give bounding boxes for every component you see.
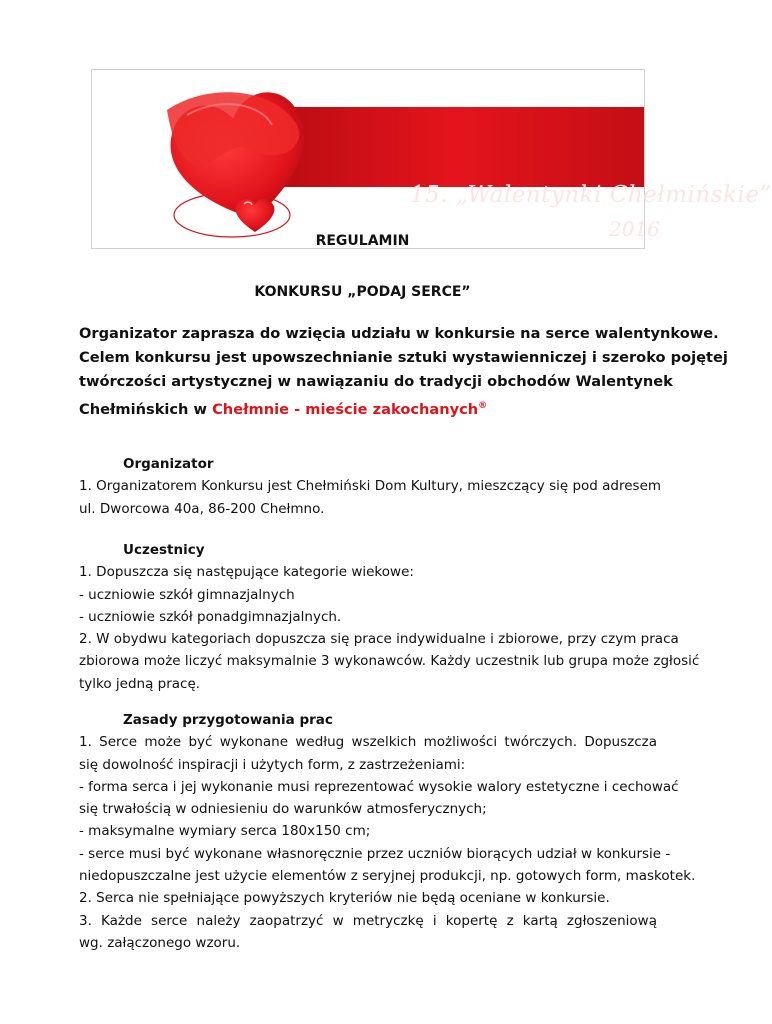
hearts-logo: [92, 70, 644, 248]
intro-paragraph: [79, 322, 728, 422]
section-header: Uczestnicy: [123, 542, 205, 558]
intro-line: Celem konkursu jest upowszechnianie sztuki wystawienniczej i szeroko pojętej: [79, 349, 728, 366]
intro-line: twórczości artystycznej w nawiązaniu do tradycji obchodów Walentynek: [79, 373, 673, 390]
section-line: 1. Dopuszcza się następujące kategorie wiekowe:: [79, 564, 414, 581]
section-line: - uczniowie szkół ponadgimnazjalnych.: [79, 608, 342, 625]
registered-mark: ®: [478, 401, 488, 411]
section-line: się dowolność inspiracji i użytych form, z zastrzeżeniami:: [79, 756, 466, 773]
intro-line: [79, 394, 657, 422]
section-line: 2. Serca nie spełniające powyższych kryteriów nie będą oceniane w konkursie.: [79, 890, 610, 907]
section-zasady: [79, 709, 696, 954]
intro-line: Organizator zaprasza do wzięcia udziału w konkursie na serce walentynkowe.: [79, 325, 719, 342]
ribbon: [267, 107, 644, 187]
section-line: się trwałością w odniesieniu do warunków atmosferycznych;: [79, 801, 487, 818]
banner-title: 15. „Walentynki Chełmińskie”: [410, 182, 772, 208]
section-line: 2. W obydwu kategoriach dopuszcza się prace indywidualne i zbiorowe, przy czym praca: [79, 631, 679, 648]
banner-year: 2016: [609, 217, 660, 241]
section-line: niedopuszczalne jest użycie elementów z seryjnej produkcji, np. gotowych form, maskotek.: [79, 868, 696, 885]
section-header: Zasady przygotowania prac: [123, 712, 333, 728]
slogan: mieście zakochanych: [305, 400, 479, 418]
city-name: Chełmnie: [212, 400, 290, 418]
section-line: ul. Dworcowa 40a, 86-200 Chełmno.: [79, 500, 325, 517]
section-organizator: [79, 453, 662, 520]
heading-regulamin: REGULAMIN: [315, 233, 410, 249]
section-line: tylko jedną pracę.: [79, 675, 201, 692]
heading-konkurs: KONKURSU „PODAJ SERCE”: [254, 284, 471, 300]
section-line: zbiorowa może liczyć maksymalnie 3 wykonawców. Każdy uczestnik lub grupa może zgłosić: [79, 653, 700, 670]
event-banner: [91, 69, 772, 249]
section-line: 1. Serce może być wykonane według wszelkich możliwości twórczych. Dopuszcza: [79, 734, 657, 751]
dash: -: [289, 400, 306, 418]
section-line: 1. Organizatorem Konkursu jest Chełmiński Dom Kultury, mieszczący się pod adresem: [79, 478, 662, 495]
section-line: wg. załączonego wzoru.: [79, 934, 241, 951]
section-line: - forma serca i jej wykonanie musi reprezentować wysokie walory estetyczne i cechować: [79, 778, 679, 795]
intro-prefix: Chełmińskich w: [79, 400, 213, 418]
section-line: - uczniowie szkół gimnazjalnych: [79, 586, 295, 603]
section-uczestnicy: [79, 539, 700, 695]
section-line: - serce musi być wykonane własnoręcznie przez uczniów biorących udział w konkursie -: [79, 845, 671, 862]
section-line: 3. Każde serce należy zaopatrzyć w metryczkę i kopertę z kartą zgłoszeniową: [79, 912, 657, 929]
section-header: Organizator: [123, 456, 214, 472]
section-line: - maksymalne wymiary serca 180x150 cm;: [79, 823, 371, 840]
